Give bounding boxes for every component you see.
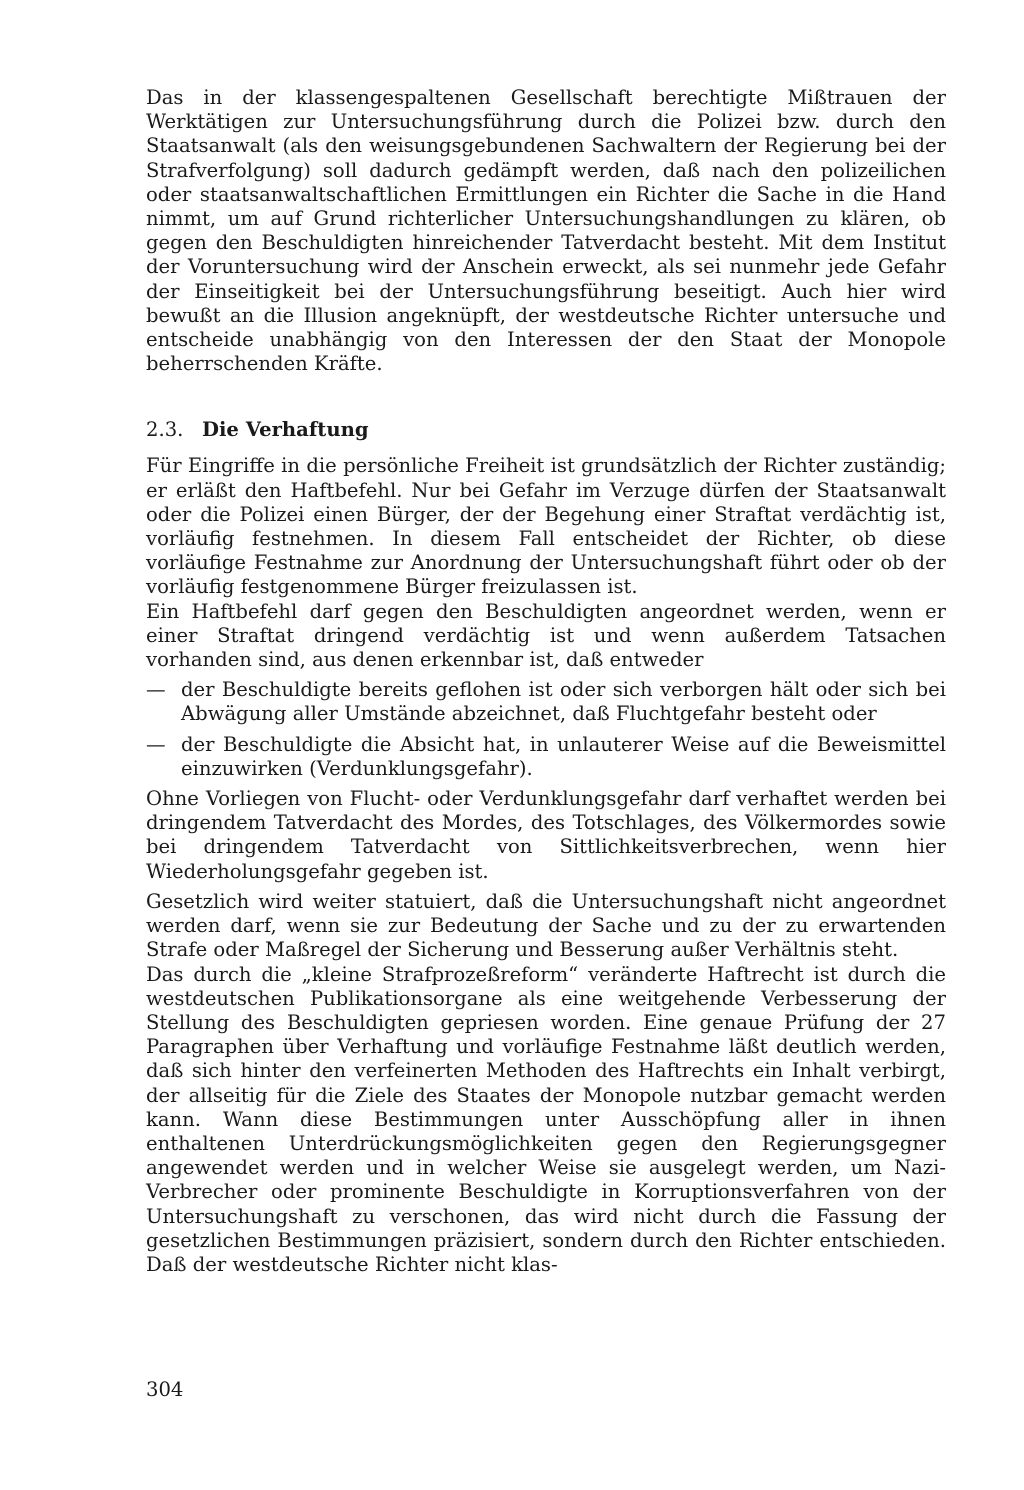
list-dash: — [146,732,166,756]
section-title: Die Verhaftung [202,418,369,442]
page-number: 304 [146,1378,184,1401]
paragraph-ohne-fluchtgefahr: Ohne Vorliegen von Flucht- oder Verdunklungsgefahr darf verhaftet werden bei dringendem Tatverdacht des Mordes, des Totschlages, des Völkermordes sowie bei dringendem Tatverdacht von Sittlichkeitsverbrechen, wenn hier Wiederholungsgefahr gegeben ist. [146,787,946,883]
list-item-text: der Beschuldigte bereits geflohen ist oder sich verborgen hält oder sich bei Abwägung aller Umstände abzeichnet, daß Fluchtgefahr besteht oder [181,678,946,726]
section-heading [146,418,946,442]
grounds-list [146,678,946,781]
section-number: 2.3. [146,418,184,442]
paragraph-strafprozessreform: Das durch die „kleine Strafprozeßreform“ veränderte Haftrecht ist durch die westdeutschen Publikationsorgane als eine weitgehende Verbesserung der Stellung des Beschuldigten gepriesen worden. Eine genaue Prüfung der 27 Paragraphen über Verhaftung und vorläufige Festnahme läßt deutlich werden, daß sich hinter den verfeinerten Methoden des Haftrechts ein Inhalt verbirgt, der allseitig für die Ziele des Staates der Monopole nutzbar gemacht werden kann. Wann diese Bestimmungen unter Ausschöpfung aller in ihnen enthaltenen Unterdrückungsmöglichkeiten gegen den Regierungsgegner angewendet werden und in welcher Weise sie ausgelegt werden, um Nazi-Verbrecher oder prominente Beschuldigte in Korruptionsverfahren von der Untersuchungshaft zu verschonen, das wird nicht durch die Fassung der gesetzlichen Bestimmungen präzisiert, sondern durch den Richter entschieden. Daß der westdeutsche Richter nicht klas- [146,962,946,1276]
page-body [146,86,946,1277]
list-item [146,733,946,781]
paragraph-verhaeltnis: Gesetzlich wird weiter statuiert, daß die Untersuchungshaft nicht angeordnet werden darf, wenn sie zur Bedeutung der Sache und zu der zu erwartenden Strafe oder Maßregel der Sicherung und Besserung außer Verhältnis steht. [146,889,946,962]
list-item [146,678,946,726]
paragraph-haftbefehl: Ein Haftbefehl darf gegen den Beschuldigten angeordnet werden, wenn er einer Straftat dringend verdächtig ist und wenn außerdem Tatsachen vorhanden sind, aus denen erkennbar ist, daß entweder [146,599,946,672]
list-dash: — [146,678,166,702]
paragraph-eingriffe: Für Eingriffe in die persönliche Freiheit ist grundsätzlich der Richter zuständig; er erläßt den Haftbefehl. Nur bei Gefahr im Verzuge dürfen der Staatsanwalt oder die Polizei einen Bürger, der der Begehung einer Straftat verdächtig ist, vorläufig festnehmen. In diesem Fall entscheidet der Richter, ob diese vorläufige Festnahme zur Anordnung der Untersuchungshaft führt oder ob der vorläufig festgenommene Bürger freizulassen ist. [146,454,946,599]
list-item-text: der Beschuldigte die Absicht hat, in unlauterer Weise auf die Beweismittel einzuwirken (Verdunklungsgefahr). [181,732,946,780]
paragraph-voruntersuchung: Das in der klassengespaltenen Gesellschaft berechtigte Mißtrauen der Werktätigen zur Untersuchungsführung durch die Polizei bzw. durch den Staatsanwalt (als den weisungsgebundenen Sachwaltern der Regierung bei der Strafverfolgung) soll dadurch gedämpft werden, daß nach den polizeilichen oder staatsanwaltschaftlichen Ermittlungen ein Richter die Sache in die Hand nimmt, um auf Grund richterlicher Untersuchungshandlungen zu klären, ob gegen den Beschuldigten hinreichender Tatverdacht besteht. Mit dem Institut der Voruntersuchung wird der Anschein erweckt, als sei nunmehr jede Gefahr der Einseitigkeit bei der Untersuchungsführung beseitigt. Auch hier wird bewußt an die Illusion angeknüpft, der westdeutsche Richter untersuche und entscheide unabhängig von den Interessen der den Staat der Monopole beherrschenden Kräfte. [146,86,946,376]
